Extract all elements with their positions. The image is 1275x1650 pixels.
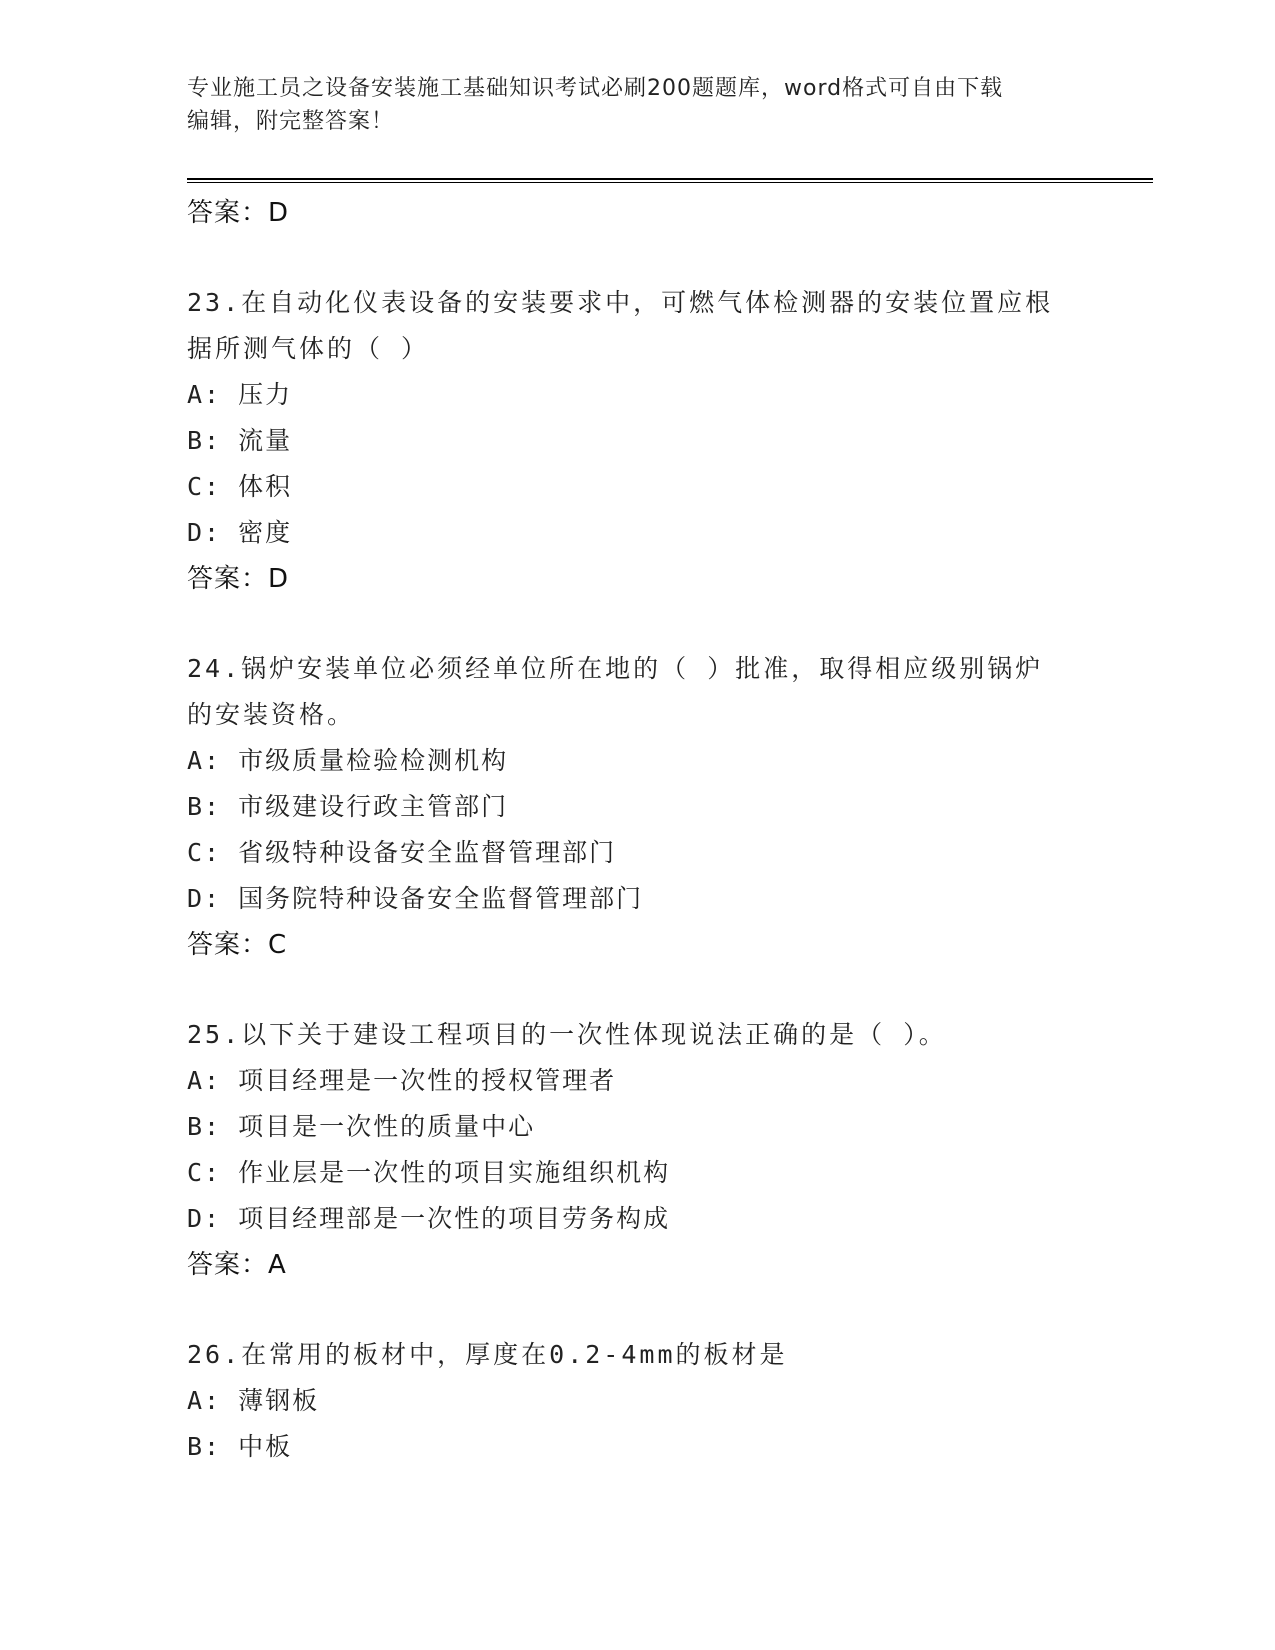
question-text [187,1012,1087,1058]
header-divider [187,178,1153,183]
question-text-line: 据所测气体的（ ） [187,334,430,363]
question-text-line: 24.锅炉安装单位必须经单位所在地的（ ）批准，取得相应级别锅炉 [187,654,1044,683]
option-a: A: 压力 [187,380,293,409]
option-c: C: 作业层是一次性的项目实施组织机构 [187,1158,671,1187]
question-25 [187,1012,1087,1288]
header-title-line-1: 专业施工员之设备安装施工基础知识考试必刷200题题库，word格式可自由下载 [187,76,1004,101]
option-a: A: 项目经理是一次性的授权管理者 [187,1066,617,1095]
option-b: B: 流量 [187,426,293,455]
answer: 答案：D [187,564,290,594]
question-26 [187,1332,1087,1470]
option-c: C: 体积 [187,472,293,501]
previous-answer: 答案：D [187,198,290,228]
question-list [187,190,1087,1470]
option-d: D: 国务院特种设备安全监督管理部门 [187,884,644,913]
option-b: B: 中板 [187,1432,293,1461]
question-text-line: 25.以下关于建设工程项目的一次性体现说法正确的是（ ）。 [187,1020,947,1049]
question-text [187,1332,1087,1378]
question-text-line: 的安装资格。 [187,700,356,729]
option-d: D: 密度 [187,518,293,547]
question-text [187,646,1087,738]
option-b: B: 市级建设行政主管部门 [187,792,509,821]
option-b: B: 项目是一次性的质量中心 [187,1112,536,1141]
answer: 答案：C [187,930,288,960]
question-text-line: 26.在常用的板材中，厚度在0.2-4mm的板材是 [187,1340,788,1369]
question-24 [187,646,1087,968]
header-title-line-2: 编辑，附完整答案！ [187,109,395,134]
option-a: A: 薄钢板 [187,1386,320,1415]
question-text-line: 23.在自动化仪表设备的安装要求中，可燃气体检测器的安装位置应根 [187,288,1054,317]
question-23 [187,280,1087,602]
option-a: A: 市级质量检验检测机构 [187,746,509,775]
answer: 答案：A [187,1250,287,1280]
option-d: D: 项目经理部是一次性的项目劳务构成 [187,1204,671,1233]
option-c: C: 省级特种设备安全监督管理部门 [187,838,617,867]
page-header [187,72,1067,138]
question-text [187,280,1087,372]
